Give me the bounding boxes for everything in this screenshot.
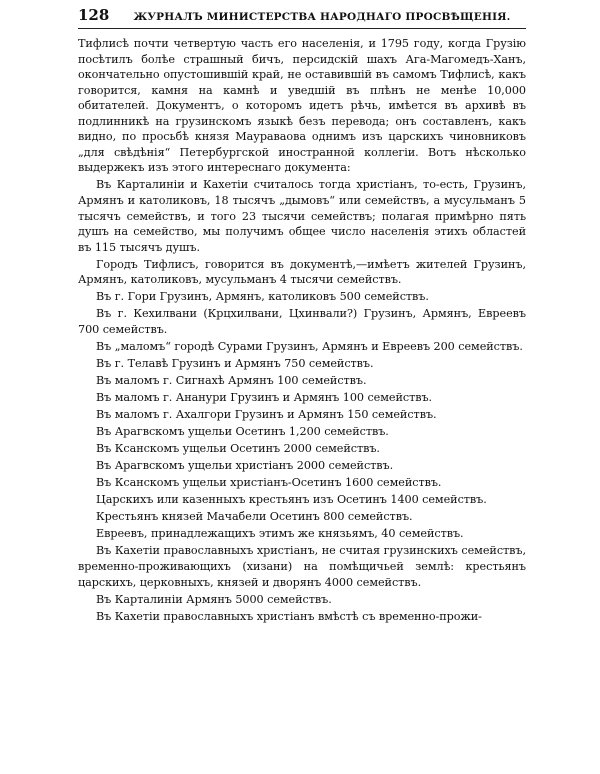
paragraph: Въ маломъ г. Ананури Грузинъ и Армянъ 100 семействъ.	[96, 391, 433, 405]
running-title: ЖУРНАЛЪ МИНИСТЕРСТВА НАРОДНАГО ПРОСВѢЩЕНІЯ.	[133, 11, 511, 23]
paragraph: Въ маломъ г. Сигнахѣ Армянъ 100 семействъ.	[96, 373, 367, 387]
paragraph: Въ г. Гори Грузинъ, Армянъ, католиковъ 500 семействъ.	[96, 290, 429, 304]
page-number: 128	[78, 6, 110, 24]
paragraph: Въ Арагвскомъ ущельи Осетинъ 1,200 семействъ.	[96, 425, 389, 439]
paragraph: Въ Арагвскомъ ущельи христіанъ 2000 семействъ.	[96, 459, 394, 473]
paragraph: Въ Карталиніи Армянъ 5000 семействъ.	[96, 592, 332, 606]
paragraph: Въ Ксанскомъ ущельи Осетинъ 2000 семействъ.	[96, 442, 380, 456]
paragraph: Въ маломъ г. Ахалгори Грузинъ и Армянъ 150 семействъ.	[96, 408, 437, 422]
paragraph: Въ г. Телавѣ Грузинъ и Армянъ 750 семействъ.	[96, 356, 374, 370]
body-text	[78, 36, 526, 624]
paragraph: Въ г. Кехилвани (Крцхилвани, Цхинвали?) Грузинъ, Армянъ, Евреевъ 700 семействъ.	[78, 307, 526, 336]
paragraph: Въ „маломъ“ городѣ Сурами Грузинъ, Армянъ и Евреевъ 200 семействъ.	[96, 339, 523, 353]
paragraph: Городъ Тифлисъ, говорится въ документѣ,—имѣетъ жителей Грузинъ, Армянъ, католиковъ, мусульманъ 4 тысячи семействъ.	[78, 257, 526, 287]
paragraph: Въ Ксанскомъ ущельи христіанъ-Осетинъ 1600 семействъ.	[96, 476, 442, 490]
paragraph: Тифлисѣ почти четвертую часть его населенія, и 1795 году, когда Грузію посѣтилъ болѣе страшный бичъ, персидскій шахъ Ага-Магомедъ-Ханъ, окончательно опустошившій край, не оставившій въ самомъ Тифлисѣ, какъ говорится, камня на камнѣ и уведшій въ плѣнъ не менѣе 10,000 обитателей. Документъ, о которомъ идетъ рѣчь, имѣется въ архивѣ въ подлинникѣ на грузинскомъ языкѣ безъ перевода; онъ составленъ, какъ видно, по просьбѣ князя Маураваова однимъ изъ царскихъ чиновниковъ „для свѣдѣнія“ Петербургской иностранной коллегіи. Вотъ нѣсколько выдержекъ изъ этого интереснаго документа:	[78, 37, 526, 175]
paragraph: Евреевъ, принадлежащихъ этимъ же князьямъ, 40 семействъ.	[96, 527, 464, 541]
paragraph: Въ Кахетіи православныхъ христіанъ, не считая грузинскихъ семействъ, временно-проживающихъ (хизани) на помѣщичьей землѣ: крестьянъ царскихъ, церковныхъ, князей и дворянъ 4000 семействъ.	[78, 544, 526, 589]
page-header	[78, 6, 526, 29]
paragraph: Царскихъ или казенныхъ крестьянъ изъ Осетинъ 1400 семействъ.	[96, 493, 487, 507]
paragraph: Крестьянъ князей Мачабели Осетинъ 800 семействъ.	[96, 510, 413, 524]
paragraph: Въ Кахетіи православныхъ христіанъ вмѣстѣ съ временно-прожи-	[96, 609, 482, 623]
book-page	[78, 6, 526, 624]
paragraph: Въ Карталиніи и Кахетіи считалось тогда христіанъ, то-есть, Грузинъ, Армянъ и католиковъ, 18 тысячъ „дымовъ“ или семействъ, а мусульманъ 5 тысячъ семействъ, и того 23 тысячи семействъ; полагая примѣрно пять душъ на семейство, мы получимъ общее число населенія этихъ областей въ 115 тысячъ душъ.	[78, 178, 526, 254]
